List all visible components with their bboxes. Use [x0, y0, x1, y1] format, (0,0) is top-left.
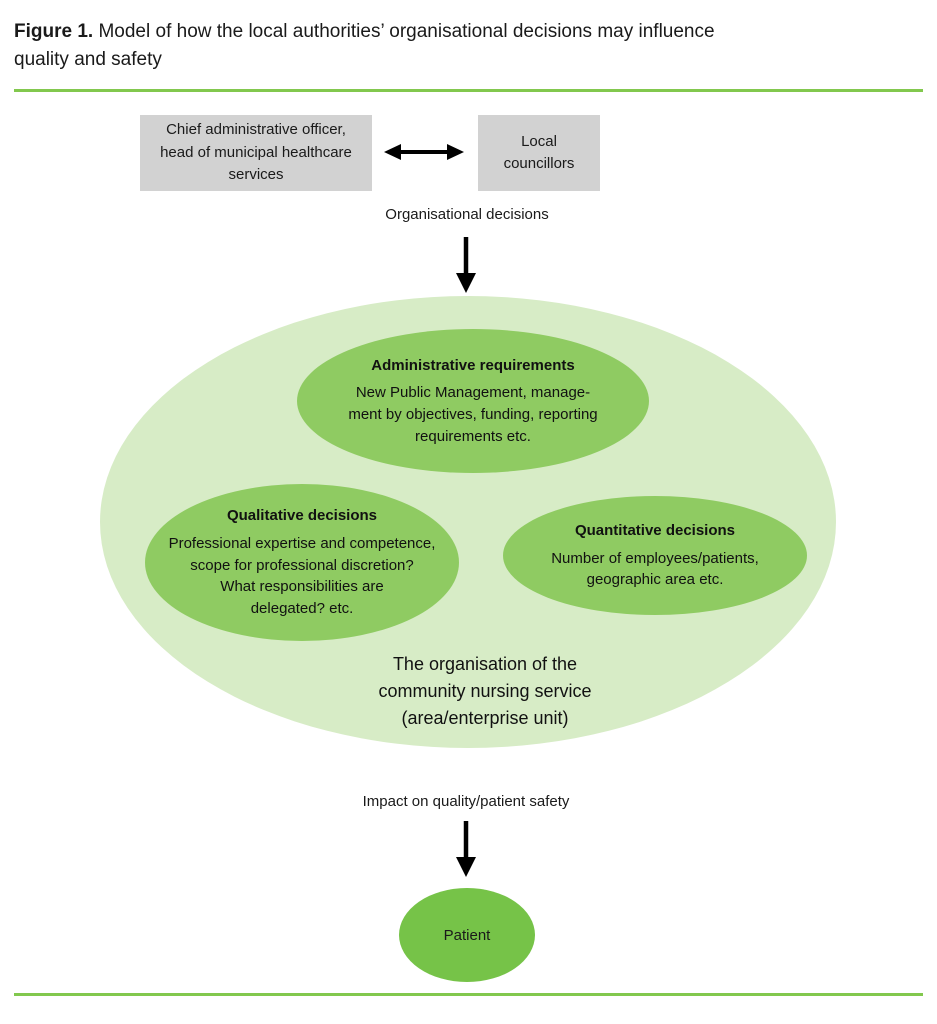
down-arrow-icon-bottom: [453, 821, 479, 882]
figure-caption-line1: Model of how the local authorities’ organisational decisions may influence: [98, 21, 715, 42]
bidirectional-arrow-icon: [384, 141, 464, 168]
qualitative-decisions-title: Qualitative decisions: [226, 507, 378, 525]
qualitative-decisions-line: scope for professional discretion?: [190, 556, 414, 574]
local-councillors-box: [478, 115, 600, 191]
organisational-decisions-label: Organisational decisions: [385, 206, 549, 223]
figure-caption: [14, 18, 916, 73]
patient-ellipse: [399, 888, 535, 982]
top-divider-rule: [14, 89, 923, 92]
figure-caption-label: Figure 1.: [14, 21, 94, 42]
figure-caption-line2: quality and safety: [14, 48, 162, 70]
quantitative-decisions-title: Quantitative decisions: [574, 521, 736, 539]
organisation-label-line: The organisation of the: [392, 654, 578, 674]
administrative-requirements-line: requirements etc.: [415, 427, 531, 445]
chief-administrative-officer-label: Chief administrative officer, head of municipal healthcare services: [160, 121, 352, 184]
qualitative-decisions-line: Professional expertise and competence,: [168, 534, 436, 552]
administrative-requirements-line: New Public Management, manage-: [355, 384, 591, 402]
quantitative-decisions-ellipse: [503, 496, 807, 615]
impact-label: Impact on quality/patient safety: [362, 793, 570, 810]
down-arrow-icon-top: [453, 237, 479, 298]
bottom-divider-rule: [14, 993, 923, 996]
local-councillors-label: Local councillors: [503, 132, 575, 172]
organisation-label-line: community nursing service: [378, 681, 592, 701]
quantitative-decisions-line: Number of employees/patients,: [551, 549, 759, 567]
organisation-label: [305, 651, 665, 732]
patient-label: Patient: [443, 926, 491, 944]
administrative-requirements-title: Administrative requirements: [371, 356, 575, 374]
administrative-requirements-ellipse: [297, 329, 649, 473]
chief-administrative-officer-box: [140, 115, 372, 191]
quantitative-decisions-line: geographic area etc.: [586, 571, 724, 589]
qualitative-decisions-line: What responsibilities are: [220, 578, 384, 596]
qualitative-decisions-line: delegated? etc.: [250, 600, 354, 618]
administrative-requirements-line: ment by objectives, funding, reporting: [348, 406, 598, 423]
organisation-label-line: (area/enterprise unit): [401, 708, 569, 728]
qualitative-decisions-ellipse: [145, 484, 459, 641]
